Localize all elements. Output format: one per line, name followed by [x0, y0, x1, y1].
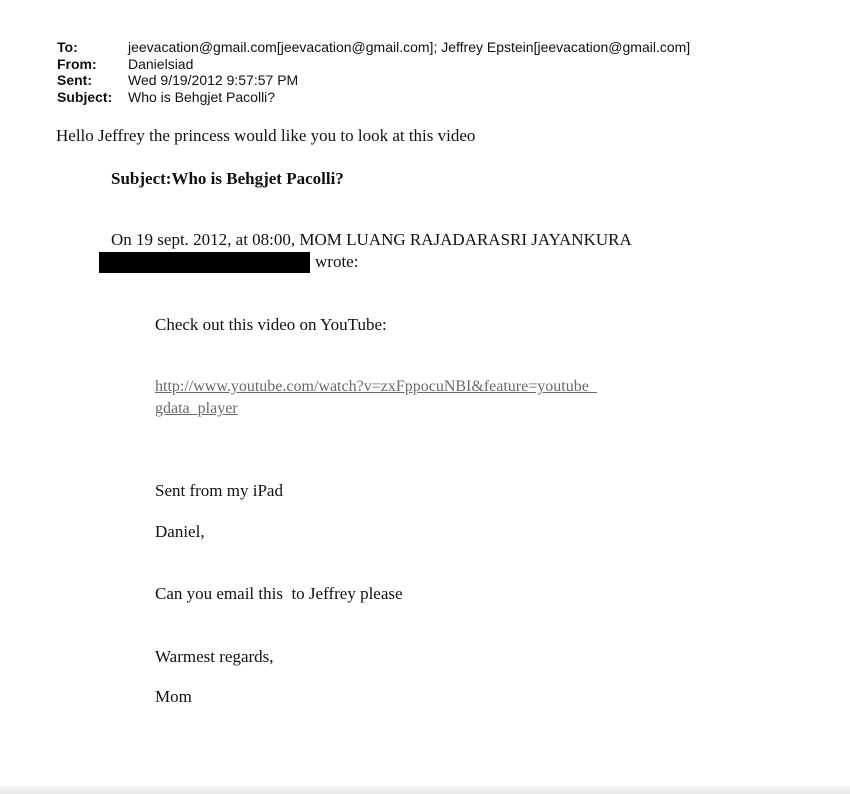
wrote-text: wrote:	[315, 252, 359, 271]
header-from-row	[57, 56, 690, 73]
to-label: To:	[57, 39, 78, 55]
redaction-bar	[99, 252, 310, 273]
youtube-link-line1: http://www.youtube.com/watch?v=zxFppocuNBI&feature=youtube_	[155, 378, 597, 395]
header-sent-row	[57, 72, 690, 89]
signature-text: Mom	[155, 687, 192, 706]
youtube-link[interactable]	[155, 376, 675, 420]
header-subject-row	[57, 89, 690, 106]
from-value: Danielsiad	[128, 55, 194, 72]
salutation-text: Daniel,	[155, 522, 205, 541]
quoted-subject: Subject:Who is Behgjet Pacolli?	[111, 169, 344, 188]
greeting-text: Hello Jeffrey the princess would like you to look at this video	[56, 126, 476, 145]
page-bottom-edge	[0, 786, 850, 794]
quoted-attribution: On 19 sept. 2012, at 08:00, MOM LUANG RAJADARASRI JAYANKURA	[111, 230, 632, 249]
from-label: From:	[57, 55, 97, 72]
email-header	[57, 39, 690, 105]
header-to-row	[57, 39, 690, 56]
youtube-link-line2: gdata_player	[155, 400, 238, 417]
check-out-text: Check out this video on YouTube:	[155, 315, 387, 334]
sent-value: Wed 9/19/2012 9:57:57 PM	[128, 72, 299, 88]
subject-value: Who is Behgjet Pacolli?	[128, 88, 276, 105]
sent-from-text: Sent from my iPad	[155, 481, 283, 500]
request-text: Can you email this to Jeffrey please	[155, 584, 403, 603]
subject-label: Subject:	[57, 88, 113, 105]
sent-label: Sent:	[57, 72, 92, 88]
to-value: jeevacation@gmail.com[jeevacation@gmail.com]; Jeffrey Epstein[jeevacation@gmail.com]	[128, 39, 691, 55]
closing-text: Warmest regards,	[155, 647, 274, 666]
